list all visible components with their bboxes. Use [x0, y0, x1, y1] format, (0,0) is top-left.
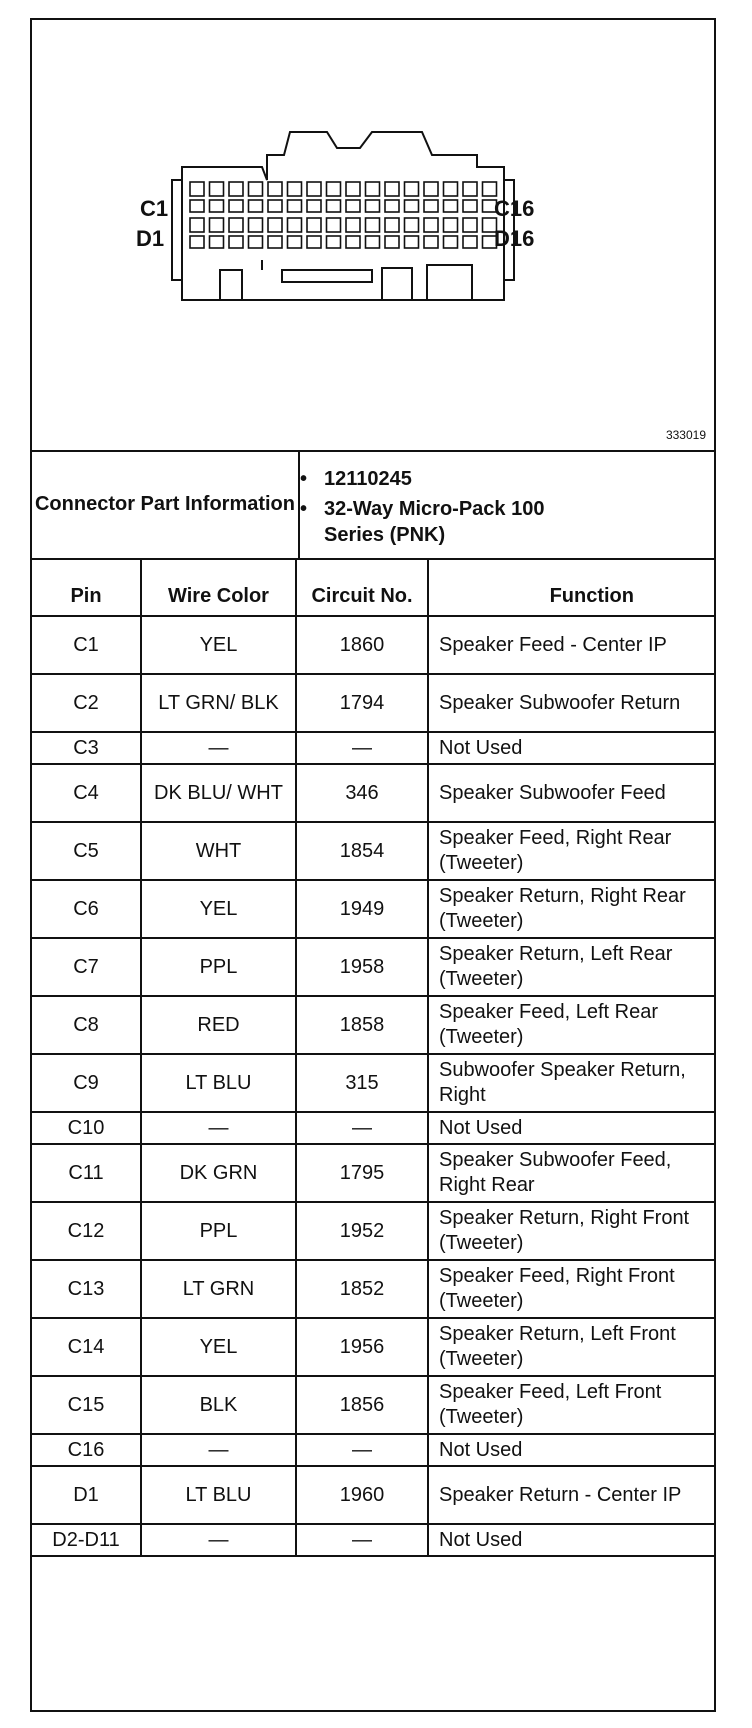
cell-function: Not Used — [428, 1524, 714, 1556]
pin-cavity — [366, 236, 380, 248]
pin-cavity — [268, 182, 282, 196]
pin-cavity — [210, 236, 224, 248]
cell-function: Speaker Feed, Right Rear (Tweeter) — [428, 822, 714, 880]
cell-function: Speaker Return, Left Front (Tweeter) — [428, 1318, 714, 1376]
connector-part-information — [32, 450, 714, 560]
pin-cavity — [463, 218, 477, 232]
cell-circuit: 1956 — [296, 1318, 428, 1376]
cell-circuit: 1952 — [296, 1202, 428, 1260]
pin-cavity — [405, 182, 419, 196]
header-pin: Pin — [32, 558, 141, 616]
pin-cavity — [307, 182, 321, 196]
figure-number: 333019 — [665, 428, 706, 442]
pin-cavity — [346, 200, 360, 212]
table-row — [32, 1376, 714, 1434]
cell-wire-color: — — [141, 1524, 296, 1556]
cell-circuit: 1858 — [296, 996, 428, 1054]
cell-function: Not Used — [428, 1112, 714, 1144]
cell-function: Speaker Return, Right Rear (Tweeter) — [428, 880, 714, 938]
pin-cavity — [405, 200, 419, 212]
cell-function: Subwoofer Speaker Return, Right — [428, 1054, 714, 1112]
pin-cavity — [444, 218, 458, 232]
pin-cavity — [327, 236, 341, 248]
cell-function: Speaker Return - Center IP — [428, 1466, 714, 1524]
cell-function: Speaker Feed, Left Front (Tweeter) — [428, 1376, 714, 1434]
cell-pin: C3 — [32, 732, 141, 764]
pin-cavity — [424, 200, 438, 212]
table-row — [32, 1260, 714, 1318]
cell-wire-color: PPL — [141, 1202, 296, 1260]
cell-function: Speaker Subwoofer Feed, Right Rear — [428, 1144, 714, 1202]
pin-cavity — [249, 182, 263, 196]
cell-wire-color: — — [141, 1112, 296, 1144]
cell-wire-color: YEL — [141, 1318, 296, 1376]
pin-cavity — [424, 218, 438, 232]
pin-cavity — [424, 182, 438, 196]
cell-wire-color: LT GRN — [141, 1260, 296, 1318]
cell-circuit: 1854 — [296, 822, 428, 880]
pin-cavity — [444, 200, 458, 212]
cell-wire-color: YEL — [141, 880, 296, 938]
pin-cavity — [366, 182, 380, 196]
cell-circuit: — — [296, 1112, 428, 1144]
cell-pin: C11 — [32, 1144, 141, 1202]
cell-pin: C16 — [32, 1434, 141, 1466]
pin-cavity — [268, 218, 282, 232]
pin-cavity — [463, 236, 477, 248]
table-row — [32, 616, 714, 674]
header-wire-color: Wire Color — [141, 558, 296, 616]
pin-cavity — [327, 182, 341, 196]
cell-circuit: 1860 — [296, 616, 428, 674]
cell-wire-color: WHT — [141, 822, 296, 880]
table-row — [32, 996, 714, 1054]
pin-cavity — [463, 200, 477, 212]
info-bullet: • 32-Way Micro-Pack 100 Series (PNK) — [300, 498, 545, 546]
table-row — [32, 1054, 714, 1112]
pin-cavity — [190, 182, 204, 196]
pin-cavity — [405, 236, 419, 248]
pin-label-d16: D16 — [494, 226, 535, 251]
table-row — [32, 822, 714, 880]
table-row — [32, 1318, 714, 1376]
table-row — [32, 674, 714, 732]
cell-circuit: 1960 — [296, 1466, 428, 1524]
header-circuit: Circuit No. — [296, 558, 428, 616]
cell-function: Speaker Return, Right Front (Tweeter) — [428, 1202, 714, 1260]
cell-circuit: 1856 — [296, 1376, 428, 1434]
connector-sheet — [30, 18, 716, 1712]
cell-circuit: — — [296, 1434, 428, 1466]
cell-pin: C7 — [32, 938, 141, 996]
pin-cavity — [190, 200, 204, 212]
pin-cavity — [366, 218, 380, 232]
cell-pin: C15 — [32, 1376, 141, 1434]
cell-pin: C1 — [32, 616, 141, 674]
cell-circuit: 1949 — [296, 880, 428, 938]
cell-pin: C8 — [32, 996, 141, 1054]
pin-label-c1: C1 — [140, 196, 169, 221]
pinout-table — [32, 558, 714, 1557]
cell-pin: C4 — [32, 764, 141, 822]
pin-cavity — [346, 218, 360, 232]
pin-cavity — [424, 236, 438, 248]
cell-wire-color: DK BLU/ WHT — [141, 764, 296, 822]
cell-function: Speaker Subwoofer Feed — [428, 764, 714, 822]
cell-pin: D2-D11 — [32, 1524, 141, 1556]
pin-cavity — [483, 182, 497, 196]
pin-cavity — [210, 218, 224, 232]
cell-circuit: 346 — [296, 764, 428, 822]
pin-cavity — [229, 182, 243, 196]
pin-cavity — [385, 236, 399, 248]
cell-wire-color: LT GRN/ BLK — [141, 674, 296, 732]
pin-cavity — [307, 218, 321, 232]
cell-pin: C5 — [32, 822, 141, 880]
pin-cavity — [463, 182, 477, 196]
pin-cavity — [229, 218, 243, 232]
pin-cavity — [249, 200, 263, 212]
cell-pin: C6 — [32, 880, 141, 938]
cell-wire-color: LT BLU — [141, 1054, 296, 1112]
pin-cavity — [366, 200, 380, 212]
pin-cavity — [210, 182, 224, 196]
cell-wire-color: RED — [141, 996, 296, 1054]
cell-circuit: 1794 — [296, 674, 428, 732]
cell-function: Speaker Feed - Center IP — [428, 616, 714, 674]
cell-pin: C10 — [32, 1112, 141, 1144]
pin-cavity — [268, 236, 282, 248]
pin-cavity — [288, 182, 302, 196]
cell-wire-color: PPL — [141, 938, 296, 996]
cell-wire-color: LT BLU — [141, 1466, 296, 1524]
cell-function: Speaker Subwoofer Return — [428, 674, 714, 732]
info-bullet: • 12110245 — [300, 468, 412, 490]
pin-cavity — [444, 182, 458, 196]
table-row — [32, 1466, 714, 1524]
pin-cavity — [327, 200, 341, 212]
connector-drawing — [32, 20, 714, 450]
table-row — [32, 1202, 714, 1260]
pin-cavity — [190, 236, 204, 248]
table-row — [32, 1144, 714, 1202]
cell-pin: C9 — [32, 1054, 141, 1112]
cell-wire-color: DK GRN — [141, 1144, 296, 1202]
pin-cavity — [307, 236, 321, 248]
table-row — [32, 764, 714, 822]
table-row — [32, 732, 714, 764]
cell-pin: D1 — [32, 1466, 141, 1524]
cell-function: Not Used — [428, 1434, 714, 1466]
pin-cavity — [249, 218, 263, 232]
table-row — [32, 1434, 714, 1466]
cell-function: Not Used — [428, 732, 714, 764]
cell-function: Speaker Feed, Right Front (Tweeter) — [428, 1260, 714, 1318]
cell-function: Speaker Feed, Left Rear (Tweeter) — [428, 996, 714, 1054]
table-row — [32, 1524, 714, 1556]
pin-cavity — [307, 200, 321, 212]
cell-circuit: — — [296, 1524, 428, 1556]
cell-circuit: 1958 — [296, 938, 428, 996]
pin-cavity — [229, 200, 243, 212]
pin-cavity — [210, 200, 224, 212]
connector-diagram — [32, 20, 714, 452]
pin-cavity — [249, 236, 263, 248]
connector-info-list — [300, 466, 564, 552]
cell-pin: C14 — [32, 1318, 141, 1376]
pin-cavity — [190, 218, 204, 232]
cell-pin: C12 — [32, 1202, 141, 1260]
pin-label-c16: C16 — [494, 196, 535, 221]
pin-cavity — [327, 218, 341, 232]
pin-cavity — [288, 236, 302, 248]
pin-cavity — [229, 236, 243, 248]
table-row — [32, 938, 714, 996]
pin-cavity — [405, 218, 419, 232]
pin-cavity — [444, 236, 458, 248]
pin-cavity — [346, 236, 360, 248]
pin-label-d1: D1 — [136, 226, 165, 251]
pin-cavity — [385, 182, 399, 196]
pin-cavity — [385, 200, 399, 212]
table-row — [32, 880, 714, 938]
cell-function: Speaker Return, Left Rear (Tweeter) — [428, 938, 714, 996]
pin-cavity — [288, 200, 302, 212]
connector-info-label: Connector Part Information — [32, 450, 300, 558]
pin-cavity — [346, 182, 360, 196]
cell-wire-color: — — [141, 1434, 296, 1466]
pin-cavity — [288, 218, 302, 232]
header-function: Function — [428, 558, 714, 616]
cell-circuit: 1795 — [296, 1144, 428, 1202]
cell-pin: C13 — [32, 1260, 141, 1318]
table-row — [32, 1112, 714, 1144]
cell-wire-color: YEL — [141, 616, 296, 674]
cell-circuit: — — [296, 732, 428, 764]
cell-circuit: 1852 — [296, 1260, 428, 1318]
pin-cavity — [268, 200, 282, 212]
cell-pin: C2 — [32, 674, 141, 732]
cell-circuit: 315 — [296, 1054, 428, 1112]
pin-cavity — [385, 218, 399, 232]
cell-wire-color: BLK — [141, 1376, 296, 1434]
cell-wire-color: — — [141, 732, 296, 764]
